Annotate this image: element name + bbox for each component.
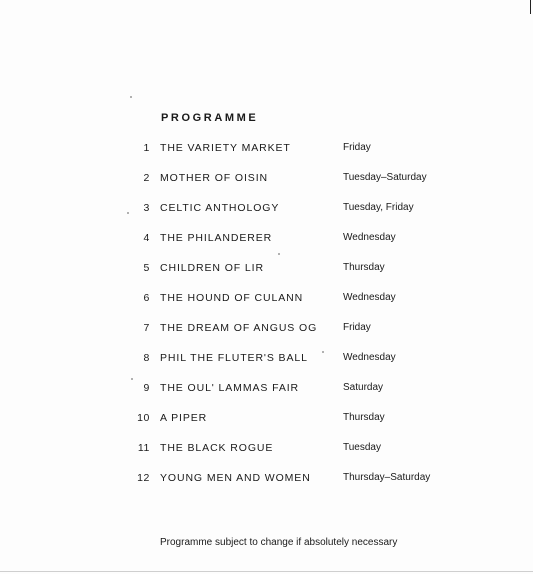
page-edge-mark: [530, 0, 531, 14]
paper-speck: [130, 96, 132, 98]
programme-item-number: 1: [143, 142, 150, 154]
programme-item-day: Wednesday: [343, 352, 396, 363]
page-bottom-edge: [0, 571, 533, 572]
programme-item-day: Saturday: [343, 382, 384, 393]
programme-row: [0, 232, 533, 262]
programme-row: [0, 382, 533, 412]
programme-item-day: Thursday–Saturday: [343, 472, 431, 483]
programme-item-name: A PIPER: [160, 412, 208, 424]
programme-item-number: 4: [143, 232, 150, 244]
programme-item-number: 6: [143, 292, 150, 304]
programme-row: [0, 172, 533, 202]
programme-row: [0, 352, 533, 382]
programme-item-number: 10: [137, 412, 150, 424]
programme-footer-note: Programme subject to change if absolutely necessary: [160, 537, 398, 548]
programme-item-number: 12: [137, 472, 150, 484]
programme-item-day: Tuesday, Friday: [343, 202, 414, 213]
programme-item-name: CELTIC ANTHOLOGY: [160, 202, 280, 214]
programme-item-number: 7: [143, 322, 150, 334]
programme-item-day: Friday: [343, 142, 371, 153]
programme-item-day: Tuesday–Saturday: [343, 172, 427, 183]
programme-item-name: THE OUL' LAMMAS FAIR: [160, 382, 300, 394]
programme-item-number: 11: [137, 442, 150, 454]
programme-item-number: 3: [143, 202, 150, 214]
programme-item-number: 9: [143, 382, 150, 394]
programme-item-number: 2: [143, 172, 150, 184]
programme-item-name: THE DREAM OF ANGUS OG: [160, 322, 318, 334]
programme-row: [0, 202, 533, 232]
programme-item-name: THE VARIETY MARKET: [160, 142, 291, 154]
programme-item-name: PHIL THE FLUTER'S BALL: [160, 352, 308, 364]
programme-item-name: THE PHILANDERER: [160, 232, 273, 244]
programme-item-day: Thursday: [343, 262, 385, 273]
programme-item-day: Tuesday: [343, 442, 381, 453]
programme-item-number: 5: [143, 262, 150, 274]
programme-item-name: YOUNG MEN AND WOMEN: [160, 472, 311, 484]
programme-item-number: 8: [143, 352, 150, 364]
programme-row: [0, 292, 533, 322]
programme-list: [0, 142, 533, 502]
programme-row: [0, 442, 533, 472]
programme-item-name: THE BLACK ROGUE: [160, 442, 274, 454]
programme-item-day: Friday: [343, 322, 371, 333]
programme-row: [0, 142, 533, 172]
programme-item-name: CHILDREN OF LIR: [160, 262, 264, 274]
programme-item-day: Wednesday: [343, 292, 396, 303]
programme-item-name: MOTHER OF OISIN: [160, 172, 268, 184]
programme-row: [0, 412, 533, 442]
programme-item-name: THE HOUND OF CULANN: [160, 292, 304, 304]
programme-row: [0, 472, 533, 502]
programme-row: [0, 322, 533, 352]
programme-item-day: Thursday: [343, 412, 385, 423]
programme-row: [0, 262, 533, 292]
programme-item-day: Wednesday: [343, 232, 396, 243]
programme-title: PROGRAMME: [161, 112, 259, 124]
